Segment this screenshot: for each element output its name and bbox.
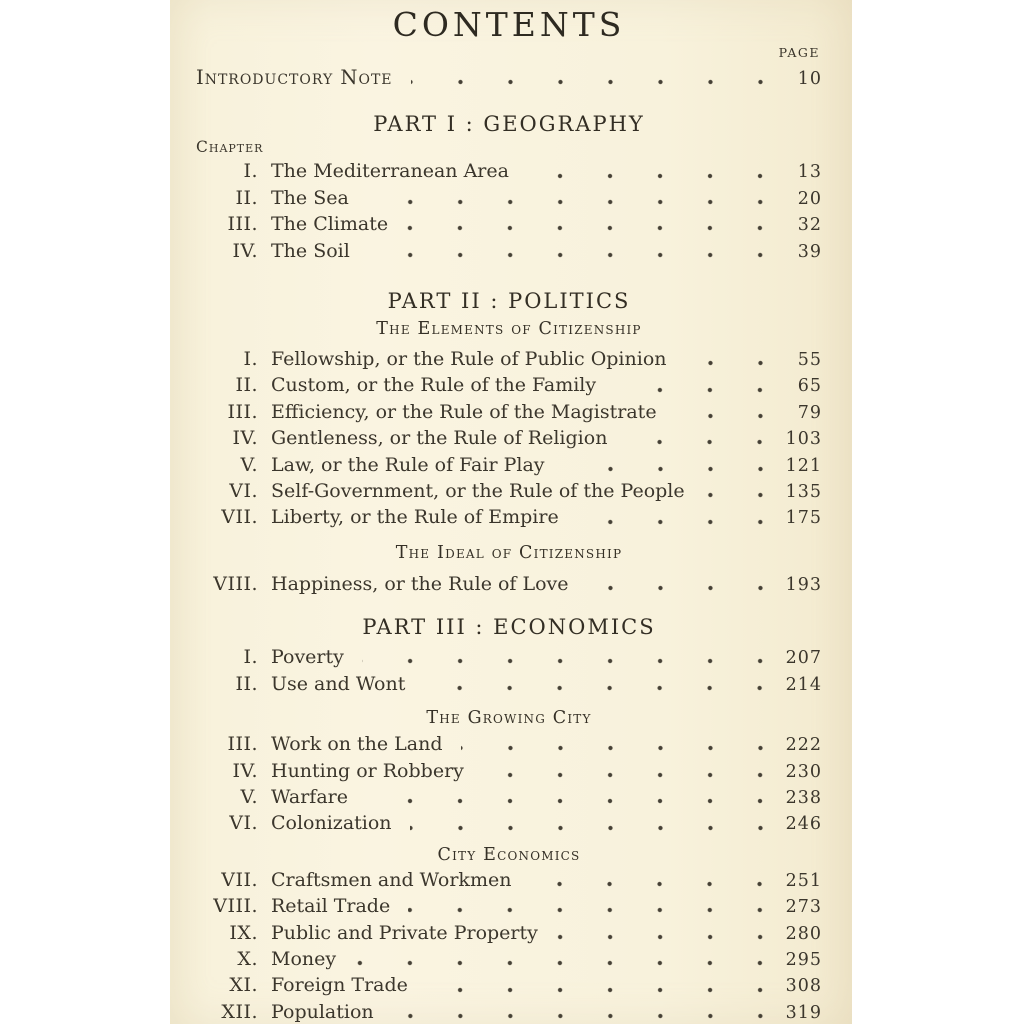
toc-row — [196, 373, 822, 399]
chapter-title: Gentleness, or the Rule of Religion — [271, 427, 608, 450]
page-number: 55 — [797, 350, 822, 371]
chapter-title: The Mediterranean Area — [271, 160, 509, 183]
dot-leader — [366, 797, 764, 805]
chapter-numeral: VIII. — [213, 895, 258, 918]
toc-row — [196, 947, 822, 973]
part3-rows — [196, 645, 822, 698]
page-number: 238 — [785, 787, 822, 808]
chapter-numeral: VIII. — [213, 572, 258, 595]
dot-leader — [529, 880, 764, 888]
dot-leader — [362, 657, 764, 665]
page-number: 10 — [797, 69, 822, 89]
intro-note-title: Introductory Note — [196, 66, 393, 89]
chapter-numeral: IX. — [229, 921, 258, 944]
toc-row — [196, 239, 822, 265]
chapter-title: Happiness, or the Rule of Love — [271, 572, 569, 595]
chapter-numeral: VI. — [229, 480, 258, 503]
page-number: 280 — [785, 923, 822, 944]
toc-row — [196, 732, 822, 758]
chapter-numeral: V. — [240, 453, 258, 476]
dot-leader — [563, 465, 764, 473]
page-number: 273 — [785, 897, 822, 918]
page-number: 319 — [785, 1002, 822, 1023]
chapter-title: Law, or the Rule of Fair Play — [271, 453, 545, 476]
chapter-numeral: III. — [227, 400, 258, 423]
toc-row — [196, 159, 822, 185]
toc-row — [196, 785, 822, 811]
dot-leader — [411, 78, 764, 86]
dot-leader — [354, 959, 764, 967]
page-number: 308 — [785, 976, 822, 997]
chapter-title: Foreign Trade — [271, 974, 408, 997]
dot-leader — [685, 359, 764, 367]
chapter-numeral: V. — [240, 785, 258, 808]
chapter-numeral: II. — [235, 374, 258, 397]
dot-leader — [426, 986, 764, 994]
chapter-title: Efficiency, or the Rule of the Magistrate — [271, 400, 657, 423]
dot-leader — [461, 744, 764, 752]
chapter-title: Money — [271, 947, 337, 970]
chapter-numeral: I. — [243, 348, 258, 371]
dot-leader — [625, 438, 764, 446]
chapter-title: The Soil — [271, 239, 350, 262]
page-number: 246 — [785, 814, 822, 835]
chapter-numeral: IV. — [232, 427, 258, 450]
chapter-numeral: XI. — [229, 974, 258, 997]
page-number: 214 — [785, 674, 822, 695]
toc-row — [196, 868, 822, 894]
chapter-numeral: VII. — [221, 868, 258, 891]
chapter-numeral: X. — [237, 947, 258, 970]
chapter-title: The Climate — [271, 213, 389, 236]
contents-page-content — [170, 0, 852, 1024]
chapter-title: Retail Trade — [271, 895, 391, 918]
toc-row — [196, 672, 822, 698]
dot-leader — [368, 251, 764, 259]
toc-row — [196, 921, 822, 947]
page-title: CONTENTS — [392, 5, 626, 44]
chapter-numeral: II. — [235, 186, 258, 209]
dot-leader — [587, 584, 764, 592]
toc-row — [196, 811, 822, 837]
dot-leader — [392, 1012, 764, 1020]
chapter-title: The Sea — [271, 186, 349, 209]
dot-leader — [675, 412, 764, 420]
chapter-numeral: III. — [227, 733, 258, 756]
chapter-column-label: Chapter — [196, 138, 264, 157]
dot-leader — [406, 224, 764, 232]
dot-leader — [482, 771, 764, 779]
part1-heading: PART I : GEOGRAPHY — [373, 112, 645, 137]
intro-note-row — [196, 65, 822, 92]
page-number: 193 — [785, 574, 822, 595]
page-column-label: PAGE — [778, 45, 820, 60]
chapter-numeral: I. — [243, 646, 258, 669]
toc-row — [196, 645, 822, 671]
page-number: 207 — [785, 648, 822, 669]
chapter-numeral: III. — [227, 213, 258, 236]
page-number: 230 — [785, 761, 822, 782]
part3-sub2-rows — [196, 868, 822, 1026]
toc-row — [196, 572, 822, 598]
dot-leader — [556, 933, 764, 941]
toc-row — [196, 347, 822, 373]
chapter-title: Colonization — [271, 812, 392, 835]
part3-sub2-heading: City Economics — [437, 844, 581, 865]
chapter-title: Liberty, or the Rule of Empire — [271, 506, 559, 529]
chapter-title: Poverty — [271, 646, 344, 669]
page-number: 39 — [797, 241, 822, 262]
part2-sub2-heading: The Ideal of Citizenship — [395, 542, 623, 563]
page-number: 222 — [785, 735, 822, 756]
dot-leader — [577, 518, 764, 526]
page-number: 175 — [785, 508, 822, 529]
dot-leader — [423, 684, 764, 692]
page-number: 135 — [785, 482, 822, 503]
page-number: 32 — [797, 215, 822, 236]
toc-row — [196, 759, 822, 785]
chapter-title: Custom, or the Rule of the Family — [271, 374, 597, 397]
chapter-title: Craftsmen and Workmen — [271, 868, 512, 891]
chapter-title: Warfare — [271, 785, 348, 808]
dot-leader — [614, 386, 764, 394]
toc-row — [196, 400, 822, 426]
dot-leader — [367, 198, 764, 206]
page-number: 121 — [785, 455, 822, 476]
page-number: 65 — [797, 376, 822, 397]
part2-heading: PART II : POLITICS — [387, 289, 631, 314]
page-number: 13 — [797, 162, 822, 183]
toc-row — [196, 479, 822, 505]
chapter-title: Population — [271, 1000, 374, 1023]
part3-sub1-heading: The Growing City — [426, 708, 592, 729]
toc-row — [196, 186, 822, 212]
chapter-numeral: I. — [243, 160, 258, 183]
chapter-title: Self-Government, or the Rule of the People — [271, 480, 685, 503]
chapter-title: Public and Private Property — [271, 921, 538, 944]
part1-rows — [196, 159, 822, 265]
chapter-numeral: XII. — [221, 1000, 258, 1023]
chapter-title: Hunting or Robbery — [271, 759, 464, 782]
part3-heading: PART III : ECONOMICS — [362, 615, 656, 640]
toc-row — [196, 894, 822, 920]
chapter-numeral: IV. — [232, 759, 258, 782]
chapter-numeral: VII. — [221, 506, 258, 529]
page-number: 251 — [785, 870, 822, 891]
dot-leader — [527, 172, 764, 180]
chapter-numeral: II. — [235, 672, 258, 695]
dot-leader — [410, 824, 764, 832]
page-number: 295 — [785, 949, 822, 970]
part3-sub1-rows — [196, 732, 822, 838]
dot-leader — [703, 491, 764, 499]
chapter-numeral: IV. — [232, 239, 258, 262]
page-number: 103 — [785, 429, 822, 450]
toc-row — [196, 453, 822, 479]
part2-sub1-rows — [196, 347, 822, 532]
chapter-title: Use and Wont — [271, 672, 406, 695]
toc-row — [196, 1000, 822, 1026]
dot-leader — [408, 906, 764, 914]
chapter-numeral: VI. — [229, 812, 258, 835]
toc-row — [196, 505, 822, 531]
chapter-title: Work on the Land — [271, 733, 443, 756]
toc-row — [196, 973, 822, 999]
part2-sub1-heading: The Elements of Citizenship — [376, 319, 642, 340]
page-number: 79 — [797, 402, 822, 423]
book-page — [170, 0, 852, 1024]
page-number: 20 — [797, 188, 822, 209]
toc-row — [196, 426, 822, 452]
toc-row — [196, 212, 822, 238]
chapter-title: Fellowship, or the Rule of Public Opinion — [271, 348, 667, 371]
